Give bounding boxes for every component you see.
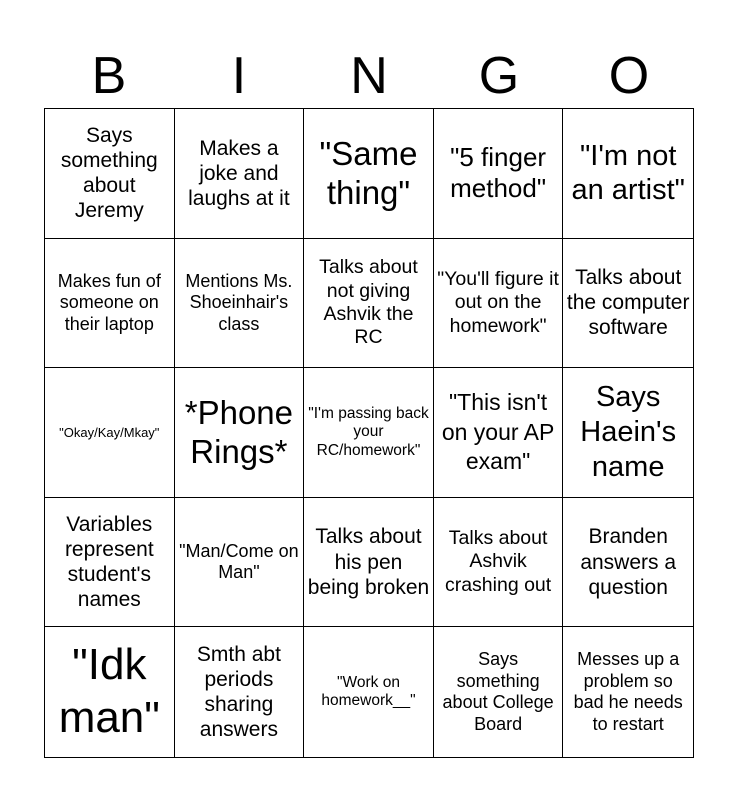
bingo-cell[interactable]: Branden answers a question bbox=[563, 498, 693, 628]
bingo-cell[interactable]: Messes up a problem so bad he needs to restart bbox=[573, 649, 683, 734]
bingo-cell[interactable]: Variables represent student's names bbox=[45, 498, 175, 628]
bingo-cell[interactable]: Mentions Ms. Shoeinhair's class bbox=[175, 239, 305, 369]
bingo-grid bbox=[44, 108, 694, 758]
bingo-cell[interactable]: Smth abt periods sharing answers bbox=[175, 627, 305, 757]
bingo-cell[interactable]: Talks about not giving Ashvik the RC bbox=[304, 239, 434, 369]
bingo-cell[interactable]: "Okay/Kay/Mkay" bbox=[45, 368, 175, 498]
header-letter-o: O bbox=[608, 47, 650, 105]
bingo-cell[interactable]: Makes a joke and laughs at it bbox=[175, 109, 305, 239]
bingo-cell[interactable]: Talks about his pen being broken bbox=[304, 498, 434, 628]
bingo-cell[interactable]: "I'm passing back your RC/homework" bbox=[304, 368, 434, 498]
bingo-cell[interactable]: "This isn't on your AP exam" bbox=[434, 368, 564, 498]
bingo-cell[interactable]: Says something about College Board bbox=[434, 627, 564, 757]
bingo-cell[interactable]: Makes fun of someone on their laptop bbox=[45, 239, 175, 369]
header-letter-i: I bbox=[231, 47, 247, 105]
bingo-cell[interactable]: Talks about the computer software bbox=[563, 239, 693, 369]
bingo-cell[interactable]: "Work on homework__" bbox=[304, 627, 434, 757]
bingo-cell[interactable]: "You'll figure it out on the homework" bbox=[434, 239, 564, 369]
bingo-cell[interactable]: Talks about Ashvik crashing out bbox=[434, 498, 564, 628]
bingo-cell[interactable]: Says something about Jeremy bbox=[45, 109, 175, 239]
header-letter-n: N bbox=[350, 47, 388, 105]
bingo-cell[interactable]: "Same thing" bbox=[304, 109, 434, 239]
bingo-cell[interactable]: "I'm not an artist" bbox=[563, 109, 693, 239]
bingo-cell[interactable]: "Idk man" bbox=[45, 627, 175, 757]
bingo-cell[interactable]: *Phone Rings* bbox=[175, 368, 305, 498]
bingo-cell[interactable]: Says Haein's name bbox=[563, 368, 693, 498]
header-letter-g: G bbox=[478, 47, 520, 105]
header-letter-b: B bbox=[91, 47, 127, 105]
bingo-header bbox=[44, 44, 694, 108]
bingo-cell[interactable]: "Man/Come on Man" bbox=[175, 498, 305, 628]
bingo-cell[interactable]: "5 finger method" bbox=[434, 109, 564, 239]
